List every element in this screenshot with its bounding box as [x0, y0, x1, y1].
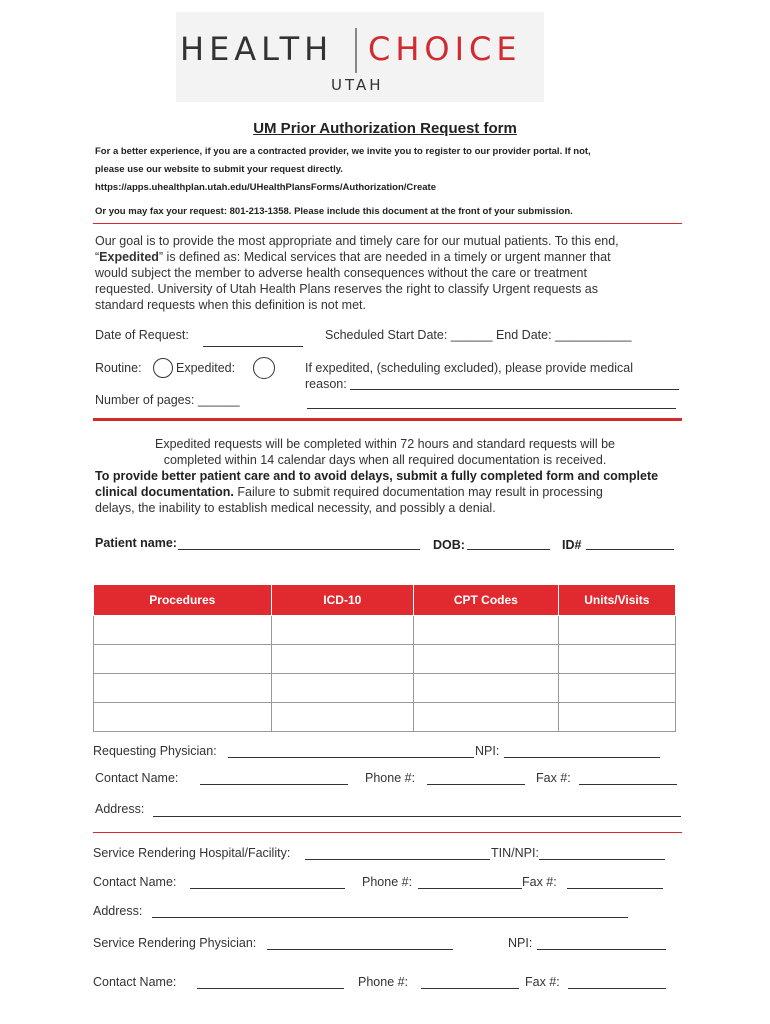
service-fax2-label: Fax #: [525, 975, 560, 989]
service-contact2-field[interactable] [197, 988, 344, 989]
tin-npi-field[interactable] [539, 859, 665, 860]
units-cell[interactable] [558, 616, 675, 645]
service-phone2-label: Phone #: [358, 975, 409, 989]
logo-utah-text: UTAH [331, 76, 384, 94]
procedure-cell[interactable] [94, 616, 272, 645]
logo-choice-text: CHOICE [368, 30, 522, 68]
requesting-physician-field[interactable] [228, 757, 474, 758]
divider-2 [93, 418, 682, 421]
goal-line-5: standard requests when this definition is not met. [95, 298, 366, 312]
notice-line-3 [95, 484, 695, 500]
units-cell[interactable] [558, 703, 675, 732]
service-fax2-field[interactable] [568, 988, 666, 989]
facility-field[interactable] [305, 859, 490, 860]
notice-line-1: Expedited requests will be completed within 72 hours and standard requests will be [155, 437, 615, 451]
service-phone2-field[interactable] [421, 988, 519, 989]
requesting-address-field[interactable] [153, 816, 681, 817]
facility-label: Service Rendering Hospital/Facility: [93, 846, 291, 860]
notice-line-4: delays, the inability to establish medical necessity, and possibly a denial. [95, 501, 496, 515]
expedited-radio[interactable] [253, 357, 275, 379]
logo-divider [355, 28, 357, 73]
service-npi-field[interactable] [537, 949, 666, 950]
service-phone-field[interactable] [418, 888, 522, 889]
tin-npi-label: TIN/NPI: [491, 846, 539, 860]
service-address-field[interactable] [152, 917, 628, 918]
icd10-cell[interactable] [271, 645, 413, 674]
requesting-address-label: Address: [95, 802, 145, 816]
icd10-cell[interactable] [271, 674, 413, 703]
icd10-cell[interactable] [271, 616, 413, 645]
expedited-reason-field-2[interactable] [307, 408, 676, 409]
goal-quote-open: “ [95, 250, 100, 264]
units-cell[interactable] [558, 674, 675, 703]
number-of-pages-field[interactable]: Number of pages: ______ [95, 393, 240, 407]
goal-line-2 [95, 249, 695, 265]
divider-3 [93, 832, 682, 833]
header-cpt-codes: CPT Codes [414, 585, 559, 616]
requesting-contact-field[interactable] [200, 784, 348, 785]
header-icd10: ICD-10 [271, 585, 413, 616]
goal-line-3: would subject the member to adverse health consequences without the care or treatment [95, 266, 587, 280]
intro-line-1: For a better experience, if you are a contracted provider, we invite you to register to our provider portal. If not, [95, 146, 591, 157]
service-address-label: Address: [93, 904, 143, 918]
service-phone-label: Phone #: [362, 875, 413, 889]
routine-label: Routine: [95, 361, 142, 375]
service-contact-label: Contact Name: [93, 875, 177, 889]
requesting-physician-label: Requesting Physician: [93, 744, 217, 758]
units-cell[interactable] [558, 645, 675, 674]
page-title: UM Prior Authorization Request form [253, 120, 517, 137]
requesting-fax-label: Fax #: [536, 771, 571, 785]
goal-line-4: requested. University of Utah Health Plans reserves the right to classify Urgent requests as [95, 282, 599, 296]
notice-bold-clinical: clinical documentation. [95, 485, 234, 499]
notice-line-3-rest: Failure to submit required documentation may result in processing [233, 485, 603, 499]
table-row [94, 703, 676, 732]
service-contact-field[interactable] [190, 888, 345, 889]
header-procedures: Procedures [94, 585, 272, 616]
date-of-request-field[interactable] [203, 346, 303, 347]
header-units-visits: Units/Visits [558, 585, 675, 616]
service-fax-label: Fax #: [522, 875, 557, 889]
procedures-table-header [94, 585, 676, 616]
requesting-npi-label: NPI: [475, 744, 500, 758]
dob-label: DOB: [433, 538, 465, 552]
table-row [94, 674, 676, 703]
patient-name-label: Patient name: [95, 536, 177, 550]
requesting-npi-field[interactable] [504, 757, 660, 758]
table-row [94, 616, 676, 645]
requesting-phone-label: Phone #: [365, 771, 416, 785]
expedited-label: Expedited: [176, 361, 236, 375]
requesting-contact-label: Contact Name: [95, 771, 179, 785]
expedited-reason-field[interactable] [350, 389, 679, 390]
patient-name-field[interactable] [178, 549, 420, 550]
notice-bold-line: To provide better patient care and to avoid delays, submit a fully completed form and complete [95, 469, 659, 483]
goal-line-2-rest: ” is defined as: Medical services that are needed in a timely or urgent manner that [158, 250, 611, 264]
intro-line-2: please use our website to submit your request directly. [95, 164, 343, 175]
divider-1 [93, 223, 682, 224]
routine-radio[interactable] [153, 358, 173, 378]
goal-line-1: Our goal is to provide the most appropriate and timely care for our mutual patients. To this end, [95, 234, 619, 248]
dob-field[interactable] [467, 549, 550, 550]
start-end-date-fields[interactable]: Scheduled Start Date: ______ End Date: ___________ [325, 328, 632, 342]
table-row [94, 645, 676, 674]
procedure-cell[interactable] [94, 674, 272, 703]
notice-line-2: completed within 14 calendar days when all required documentation is received. [163, 453, 607, 467]
id-field[interactable] [586, 549, 674, 550]
expedited-reason-label: reason: [305, 377, 347, 391]
service-npi-label: NPI: [508, 936, 533, 950]
date-of-request-label: Date of Request: [95, 328, 189, 342]
procedures-table [93, 584, 676, 732]
cpt-cell[interactable] [414, 703, 559, 732]
service-fax-field[interactable] [567, 888, 663, 889]
procedure-cell[interactable] [94, 645, 272, 674]
portal-link[interactable]: https://apps.uhealthplan.utah.edu/UHealthPlansForms/Authorization/Create [95, 182, 436, 193]
service-contact2-label: Contact Name: [93, 975, 177, 989]
logo-health-text: HEALTH [180, 30, 334, 68]
requesting-fax-field[interactable] [579, 784, 677, 785]
procedure-cell[interactable] [94, 703, 272, 732]
service-physician-field[interactable] [267, 949, 453, 950]
icd10-cell[interactable] [271, 703, 413, 732]
service-physician-label: Service Rendering Physician: [93, 936, 257, 950]
cpt-cell[interactable] [414, 674, 559, 703]
requesting-phone-field[interactable] [427, 784, 525, 785]
expedited-reason-line-1: If expedited, (scheduling excluded), please provide medical [305, 361, 633, 375]
goal-paragraph [95, 233, 695, 313]
cpt-cell[interactable] [414, 645, 559, 674]
cpt-cell[interactable] [414, 616, 559, 645]
expedited-term: Expedited [99, 250, 159, 264]
id-label: ID# [562, 538, 582, 552]
fax-instructions: Or you may fax your request: 801-213-1358. Please include this document at the front of your submission. [95, 206, 573, 217]
